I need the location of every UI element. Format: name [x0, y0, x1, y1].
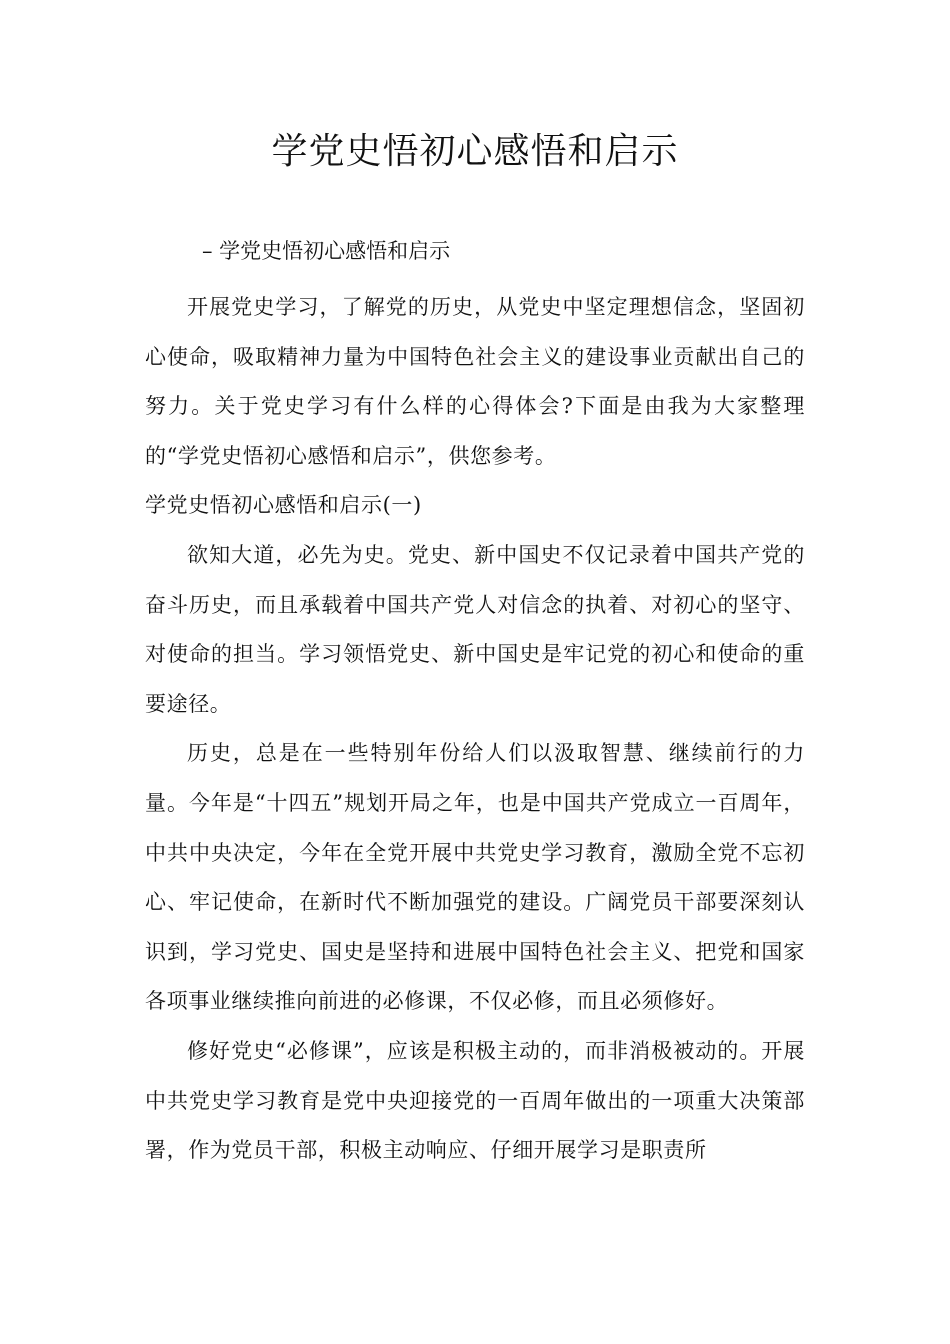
document-body: [145, 283, 805, 1176]
section-heading: 学党史悟初心感悟和启示(一): [145, 493, 422, 518]
body-paragraph: 欲知大道，必先为史。党史、新中国史不仅记录着中国共产党的奋斗历史，而且承载着中国共产党人对信念的执着、对初心的坚守、对使命的担当。学习领悟党史、新中国史是牢记党的初心和使命的重要途径。: [145, 542, 805, 716]
document-subtitle: – 学党史悟初心感悟和启示: [202, 239, 451, 263]
document-title: 学党史悟初心感悟和启示: [271, 131, 679, 172]
body-paragraph: 修好党史“必修课”，应该是积极主动的，而非消极被动的。开展中共党史学习教育是党中央迎接党的一百周年做出的一项重大决策部署，作为党员干部，积极主动响应、仔细开展学习是职责所: [145, 1038, 805, 1163]
intro-paragraph: 开展党史学习，了解党的历史，从党史中坚定理想信念，坚固初心使命，吸取精神力量为中国特色社会主义的建设事业贡献出自己的努力。关于党史学习有什么样的心得体会?下面是由我为大家整理的“学党史悟初心感悟和启示”，供您参考。: [145, 295, 805, 468]
body-paragraph: 历史，总是在一些特别年份给人们以汲取智慧、继续前行的力量。今年是“十四五”规划开局之年，也是中国共产党成立一百周年，中共中央决定，今年在全党开展中共党史学习教育，激励全党不忘初心、牢记使命，在新时代不断加强党的建设。广阔党员干部要深刻认识到，学习党史、国史是坚持和进展中国特色社会主义、把党和国家各项事业继续推向前进的必修课，不仅必修，而且必须修好。: [145, 741, 805, 1014]
